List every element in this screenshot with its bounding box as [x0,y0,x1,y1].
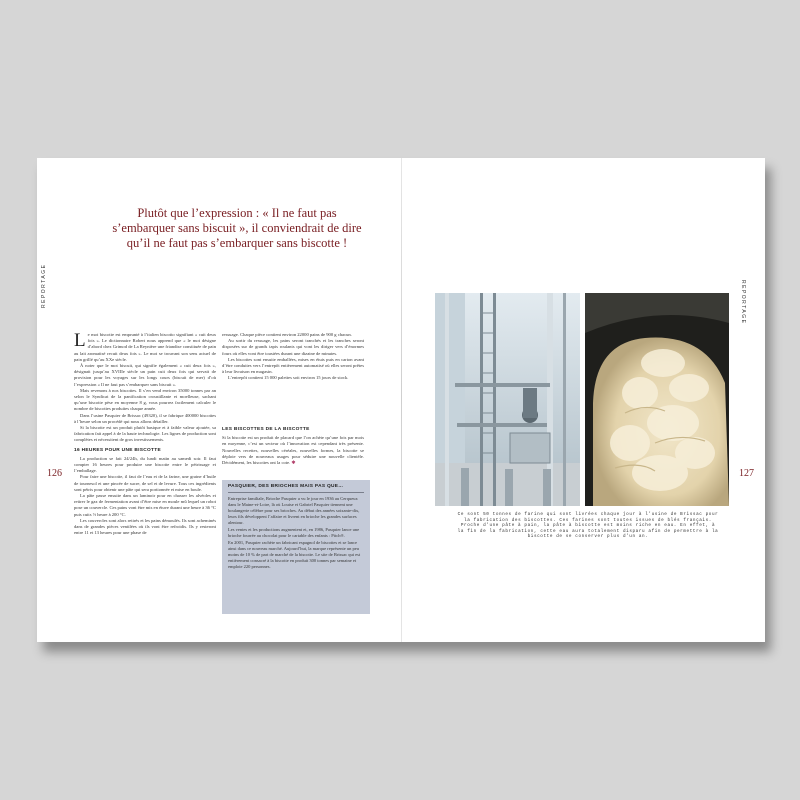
paragraph: L’entrepôt contient 15 000 palettes soit environ 15 jours de stock. [228,375,349,381]
paragraph: À noter que le mot biscuit, qui signifie également « cuit deux fois », désignait jusqu’au XVIIIe siècle un pain cuit deux fois qui servait de provision pour les voyages sur les longs cours (biscuit de mer) d’où l’expression « Il ne faut pas s’embarquer sans biscuit ». [74,363,216,387]
page-gutter [401,158,402,642]
section-tag-left: REPORTAGE [41,263,47,308]
sidebar-box [222,480,370,614]
article-title: Plutôt que l’expression : « Il ne faut pas s’embarquer sans biscuit », il conviendrait de dire qu’il ne faut pas s’embarquer sans biscotte ! [112,206,362,250]
page-number-left: 126 [47,468,62,479]
subheading: 16 HEURES POUR UNE BISCOTTE [74,447,161,453]
paragraph: ressuage. Chaque pièce contient environ 22000 pains de 900 g chacun. [222,332,352,337]
paragraph: Pour faire une biscotte, il faut de l’eau et de la farine, une graine d’huile de tournesol et une pincée de sucre, de sel et de levure. Tous ces ingrédients sont pétris pour obtenir une pâte qui sera portionnée et mise en boule. [74,474,216,492]
paragraph: Mais revenons à nos biscottes. Il s’en vend environ 35000 tonnes par an selon le Syndicat de la panification croustillante et moelleuse, sachant qu’une biscotte pèse en moyenne 8 g, vous pourrez facilement calculer le nombre de biscottes produites chaque année. [74,387,216,412]
end-mark-icon: ✱ [291,461,296,467]
paragraph: Les couvercles sont alors retirés et les pains démoulés. Ils sont acheminés dans de grandes pièces ventilées où ils vont être refroidis. Ils y resteront entre 11 et 13 heures pour une phase de [74,517,216,536]
paragraph: La pâte passe ensuite dans un laminoir pour en chasser les alvéoles et retirer le gaz de fermentation avant d’être mise en moule mû lequel un robot pose un couvercle. Ces pains vont être mis en étuve durant une heure à 36 °C puis cuits ½ heure à 200 °C. [74,493,216,517]
paragraph: Le mot biscotte est emprunté à l’italien biscotto signifiant « cuit deux fois ». Le dictionnaire Robert nous apprend que « le mot désigne d’abord chez Grimod de La Reynière une friandise constituée de pain au lait aromatisé recuit deux fois ». Le mot se trouvant son sens actuel de pain grillé qu’au XXe siècle. [74,330,216,362]
paragraph: Les ventes et les productions augmentent et, en 1986, Pasquier lance une brioche fourrée au chocolat pour le cartable des enfants : Pitch®. [228,527,360,538]
paragraph: Si la biscotte est un produit de placard que l’on achète qu’une fois par mois en moyenne, c’est un secteur où l’innovation est cependant très présente. Nouvelles recettes, nouvelles céréales, nouvelles formes, la biscotte se déploie vers de nouveaux usages pour séduire une nouvelle clientèle. Décidément, les biscottes ont la cote. ✱ [222,435,364,467]
sidebar-text [228,496,364,570]
article-column-1 [74,332,216,537]
paragraph: Dans l’usine Pasquier de Brissac (49320), il se fabrique 400000 biscottes à l’heure selon un procédé qui nous allons détailler. [74,412,216,424]
paragraph: Au sortir du ressuage, les pains seront tranchés et les tranches seront disposées sur de grands tapis roulants qui vont les diriger vers d’énormes fours où elles vont être toastées durant une dizaine de minutes. [222,338,364,356]
drop-cap: L [74,330,86,351]
paragraph: Si la biscotte est un produit plutôt basique et à faible valeur ajoutée, sa fabrication fait appel à de la haute technologie. Les lignes de production sont complètes et nécessitent de gros investissements. [74,425,216,443]
magazine-spread [37,158,765,642]
article-column-3 [222,423,364,467]
photo-caption: Ce sont 50 tonnes de farine qui sont livrées chaque jour à l’usine de Brissac pour la fabrication des biscottes. Ces farines sont toutes issues de blés français. Proche d’une pâte à pain, la pâte à biscotte est moins riche en eau. En effet, à la fin de la fabrication, cette eau aura totalement disparu afin de permettre à la biscotte de se conserver plus d’un an. [457,512,719,540]
paragraph: La production se fait 24/24h, du lundi matin au samedi soir. Il faut compter 16 heures pour produire une biscotte entre le pétrissage et l’emballage. [74,455,216,474]
dough-illustration [585,293,729,506]
article-column-2 [222,332,364,382]
section-tag-right: REPORTAGE [740,280,746,325]
factory-photo [435,293,580,506]
factory-illustration [435,293,580,506]
page-number-right: 127 [739,468,754,479]
subheading: LES BISCOTTES DE LA BISCOTTE [222,427,310,432]
paragraph: En 2001, Pasquier rachète un fabricant espagnol de biscottes et se lance ainsi dans ce nouveau marché. Aujourd’hui, la marque représente un peu moins de 10 % de part de marché de la biscotte. Le site de Brissac qui est entièrement consacré à la biscotte en produit 300 tonnes par semaine et emploie 220 personnes. [228,540,361,569]
sidebar-heading: PASQUIER, DES BRIOCHES MAIS PAS QUE… [228,484,364,493]
dough-photo [585,293,729,506]
paragraph: Entreprise familiale, Brioche Pasquier a vu le jour en 1936 au Cerqueux dans le Maine-et-Loire, là où Louise et Gabriel Pasquier tiennent une boulangerie célèbre pour ses brioches. Au début des années soixante-dix, leurs fils développent l’affaire et livrent en brioche les grandes surfaces alentour. [228,496,360,525]
paragraph: Les biscottes sont ensuite emballées, mises en étuis puis en carton avant d’être conduites vers l’entrepôt entièrement automatisé où elles seront prêtes à leur livraison en magasin. [222,356,364,375]
